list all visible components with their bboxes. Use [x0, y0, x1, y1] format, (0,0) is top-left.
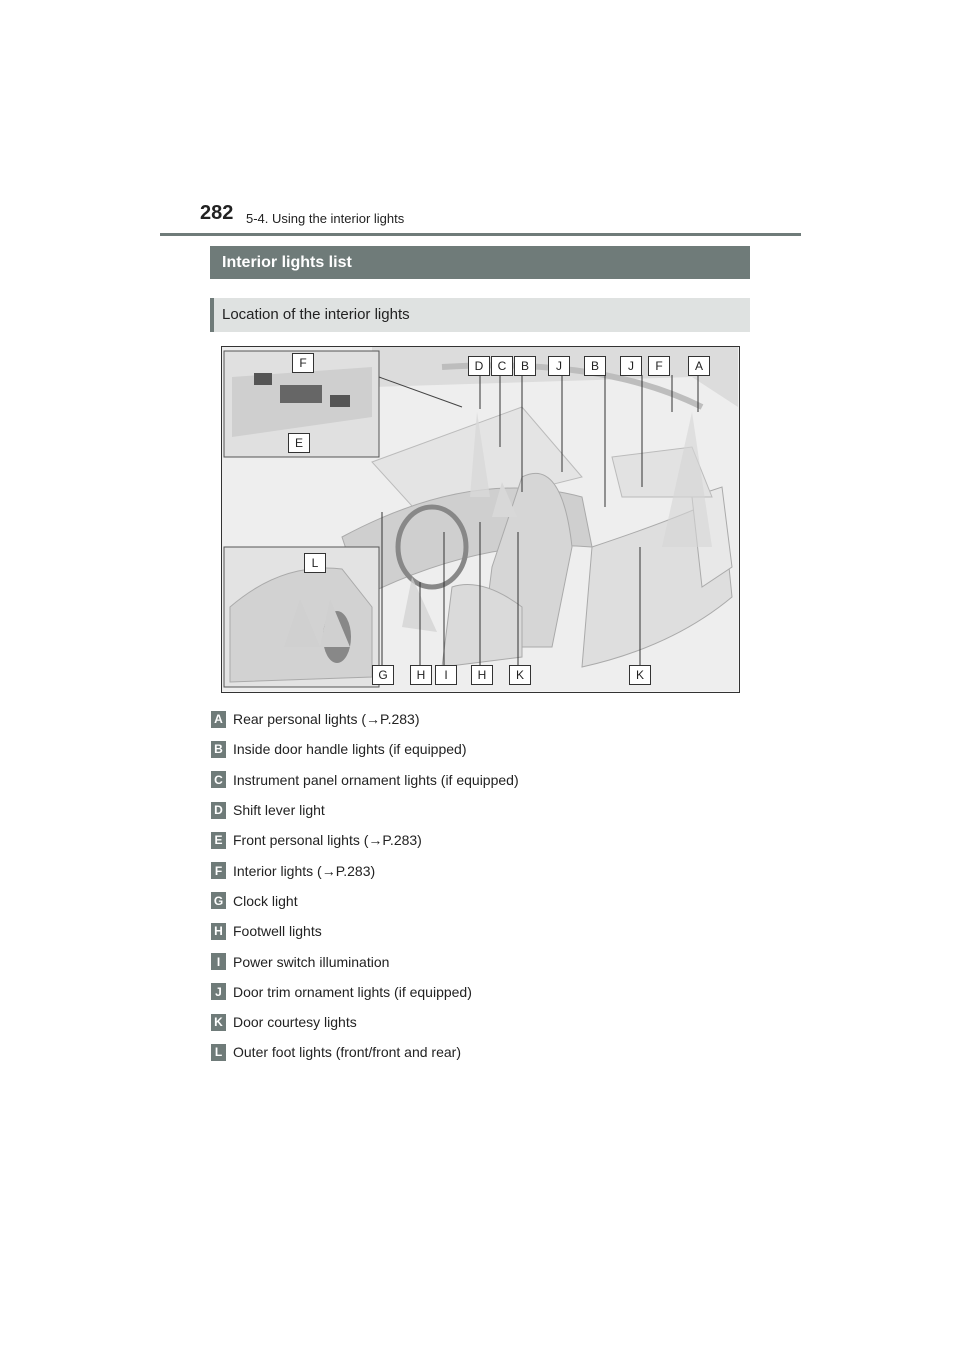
legend-letter-badge: G — [211, 892, 226, 909]
page-number: 282 — [200, 202, 234, 224]
legend-item — [211, 916, 751, 946]
subsection-title: Location of the interior lights — [210, 298, 750, 332]
legend-text: Front personal lights (→P.283) — [233, 832, 422, 849]
section-title: 5-4. Using the interior lights — [246, 211, 405, 226]
page-title: Interior lights list — [210, 246, 750, 279]
inset-label: E — [288, 433, 310, 453]
legend-item — [211, 977, 751, 1007]
callout-label: H — [410, 665, 432, 685]
callout-label: K — [629, 665, 651, 685]
legend-item — [211, 886, 751, 916]
legend-text: Outer foot lights (front/front and rear) — [233, 1044, 461, 1061]
legend-item — [211, 734, 751, 764]
callout-label: G — [372, 665, 394, 685]
inset-label: L — [304, 553, 326, 573]
callout-label: H — [471, 665, 493, 685]
legend-text: Power switch illumination — [233, 953, 390, 970]
callout-label: F — [648, 356, 670, 376]
interior-lights-figure — [221, 346, 740, 693]
legend-letter-badge: K — [211, 1014, 226, 1031]
legend-item — [211, 1007, 751, 1037]
callout-label: A — [688, 356, 710, 376]
legend-item — [211, 765, 751, 795]
callout-row-bottom — [372, 665, 651, 685]
legend-text: Door courtesy lights — [233, 1014, 357, 1031]
legend-letter-badge: H — [211, 923, 226, 940]
car-interior-illustration — [222, 347, 738, 691]
legend-letter-badge: L — [211, 1044, 226, 1061]
legend-letter-badge: E — [211, 832, 226, 849]
legend-text: Footwell lights — [233, 923, 322, 940]
legend-item — [211, 946, 751, 976]
legend-text: Door trim ornament lights (if equipped) — [233, 983, 472, 1000]
legend-letter-badge: A — [211, 711, 226, 728]
legend-letter-badge: B — [211, 741, 226, 758]
legend-letter-badge: F — [211, 862, 226, 879]
callout-row-top — [468, 356, 710, 376]
legend-item — [211, 855, 751, 885]
legend-text: Inside door handle lights (if equipped) — [233, 741, 467, 758]
callout-label: J — [548, 356, 570, 376]
header-rule — [160, 233, 801, 236]
legend-item — [211, 795, 751, 825]
legend-text: Instrument panel ornament lights (if equipped) — [233, 771, 519, 788]
callout-label: K — [509, 665, 531, 685]
legend-letter-badge: D — [211, 802, 226, 819]
callout-label: B — [514, 356, 536, 376]
legend-letter-badge: C — [211, 771, 226, 788]
legend-item — [211, 825, 751, 855]
callout-label: D — [468, 356, 490, 376]
callout-label: I — [435, 665, 457, 685]
legend-letter-badge: I — [211, 953, 226, 970]
legend-text: Interior lights (→P.283) — [233, 862, 376, 879]
legend-text: Rear personal lights (→P.283) — [233, 711, 420, 728]
inset-label: F — [292, 353, 314, 373]
legend-letter-badge: J — [211, 983, 226, 1000]
legend-text: Shift lever light — [233, 802, 325, 819]
legend-list — [211, 704, 751, 1068]
callout-label: B — [584, 356, 606, 376]
legend-item — [211, 1037, 751, 1067]
callout-label: J — [620, 356, 642, 376]
legend-text: Clock light — [233, 892, 298, 909]
callout-label: C — [491, 356, 513, 376]
legend-item — [211, 704, 751, 734]
